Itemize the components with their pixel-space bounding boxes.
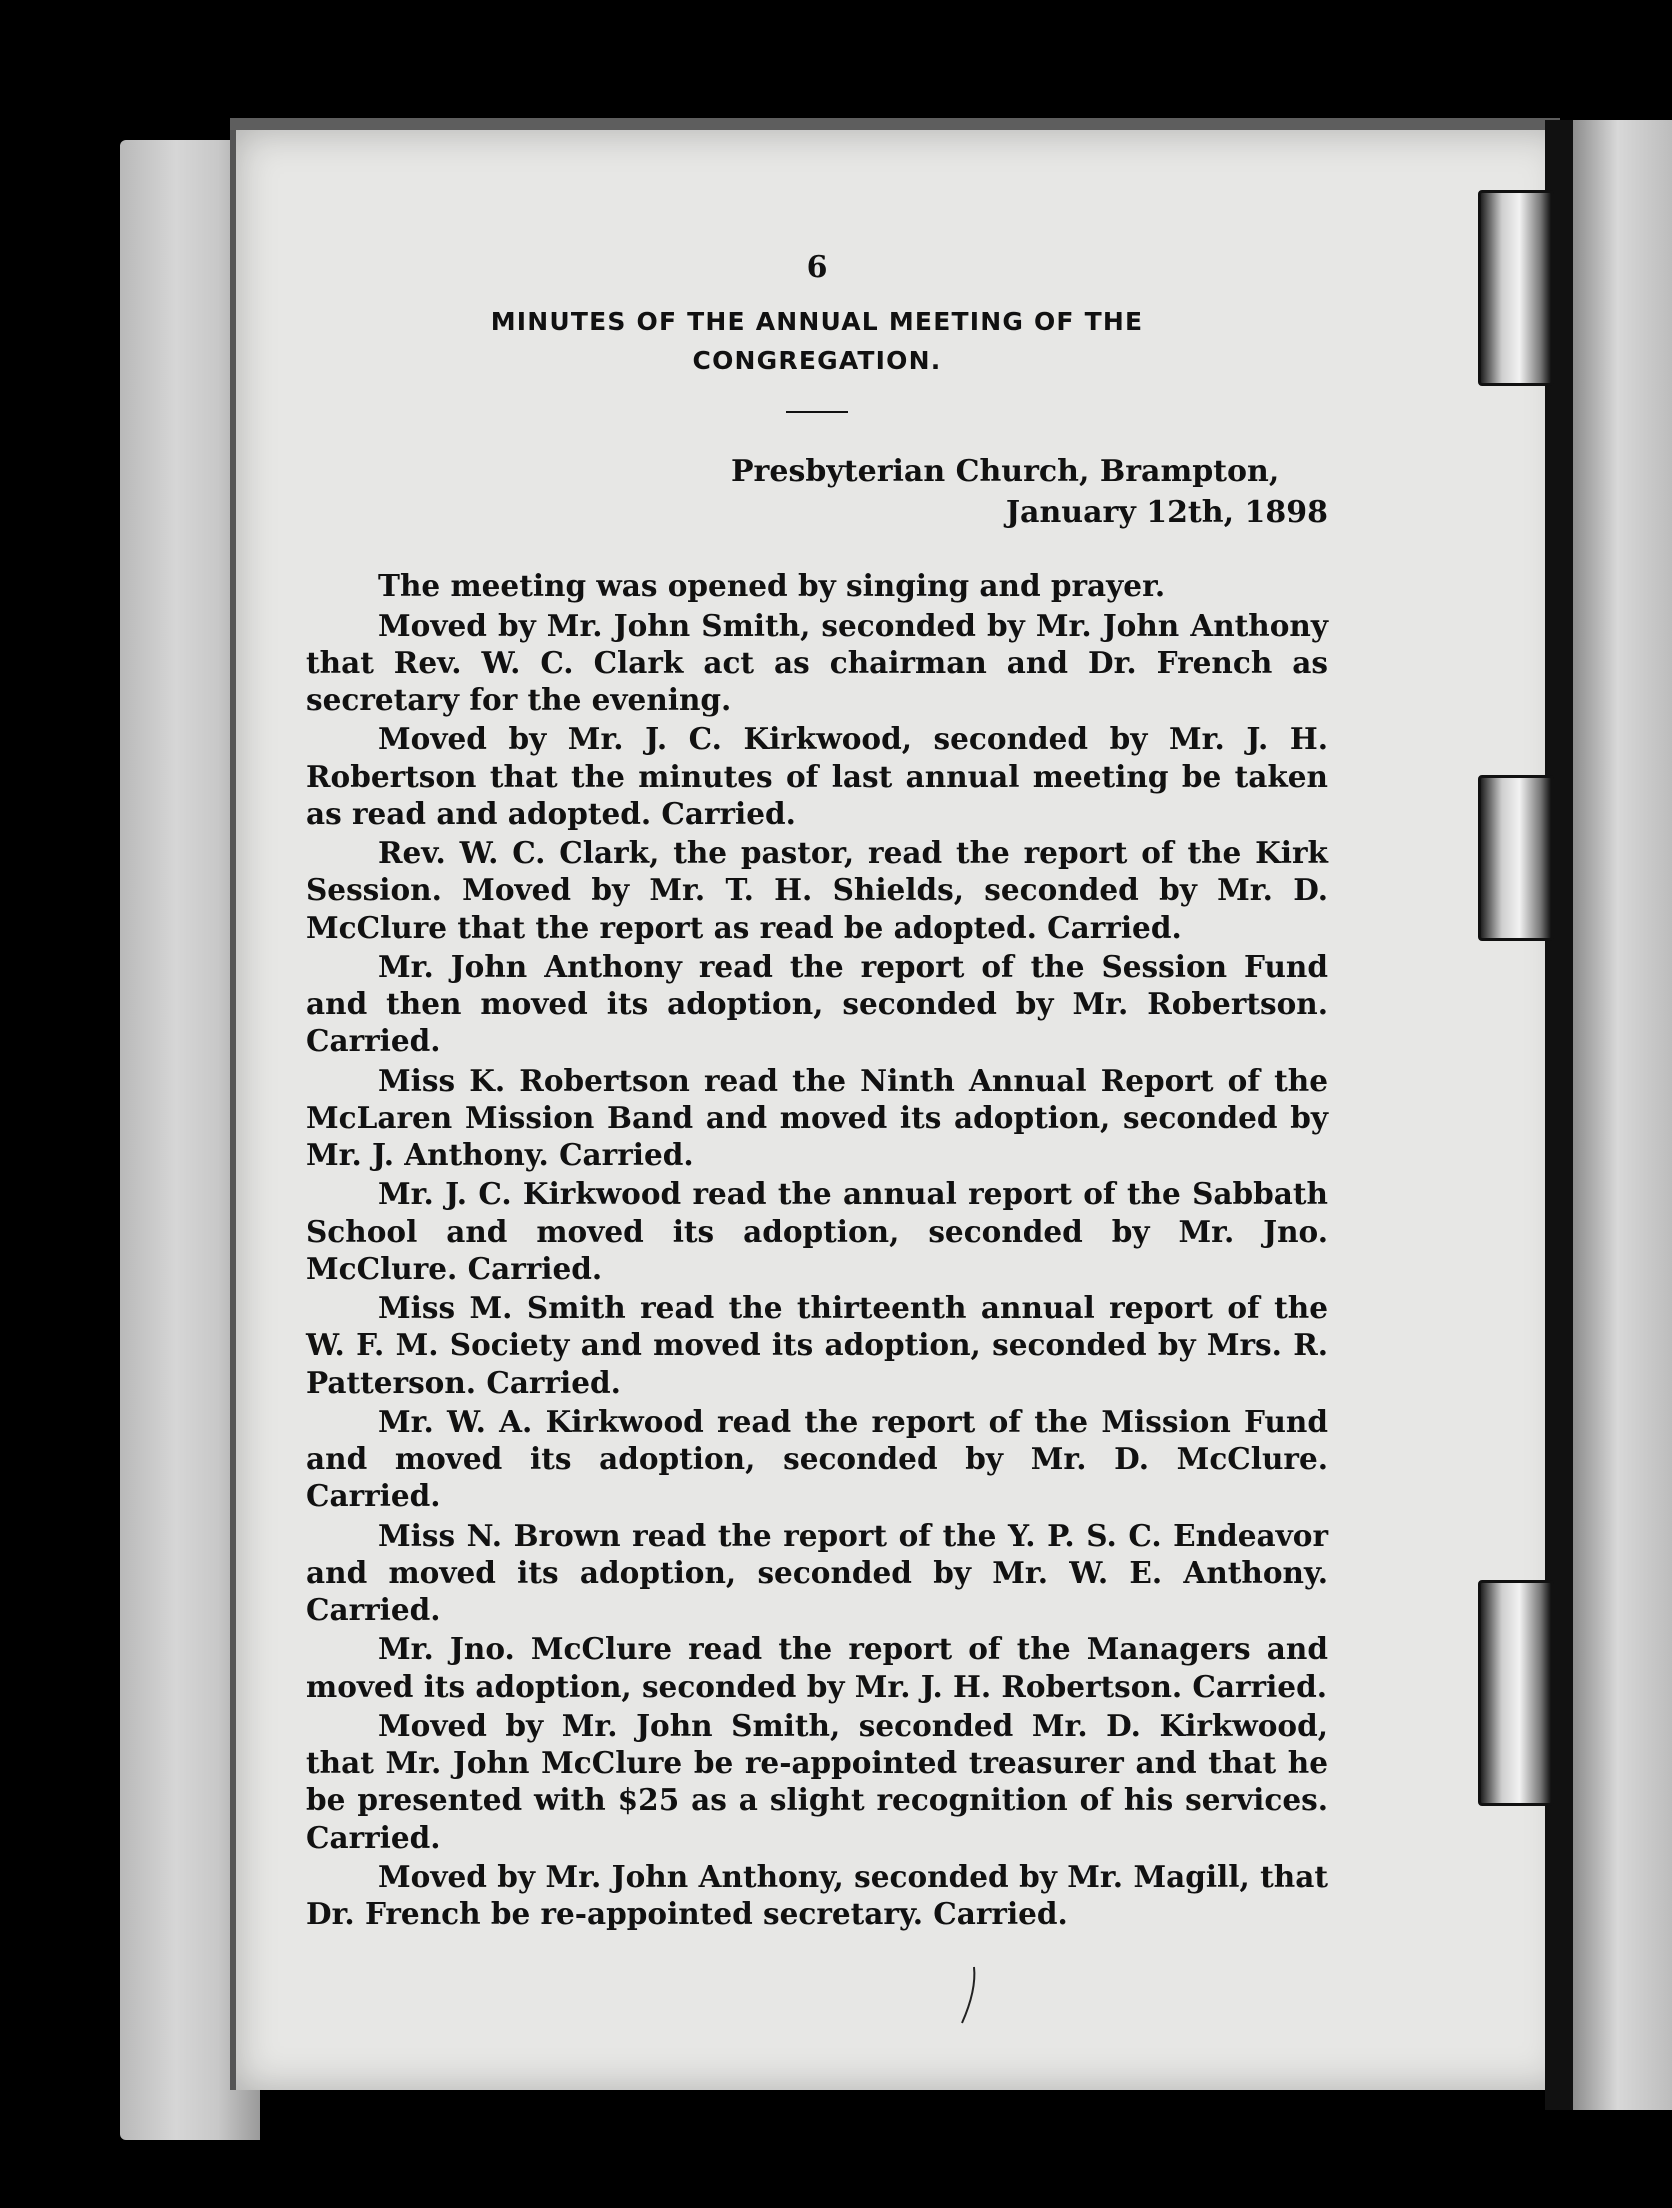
page-heading bbox=[306, 303, 1328, 381]
dateline bbox=[306, 451, 1328, 534]
binding-staple-middle bbox=[1478, 775, 1554, 941]
pencil-mark-icon bbox=[960, 1965, 980, 2025]
page-content bbox=[306, 250, 1328, 1934]
paragraph: Miss N. Brown read the report of the Y. P. S. C. Endeavor and moved its adoption, seconded by Mr. W. E. Anthony. Carried. bbox=[306, 1517, 1328, 1628]
paragraph: Moved by Mr. John Anthony, seconded by Mr. Magill, that Dr. French be re-appointed secretary. Carried. bbox=[306, 1858, 1328, 1932]
binding-staple-top bbox=[1478, 190, 1554, 386]
paragraph: Moved by Mr. John Smith, seconded by Mr. John Anthony that Rev. W. C. Clark act as chairman and Dr. French as secretary for the evening. bbox=[306, 607, 1328, 718]
heading-line-2: CONGREGATION. bbox=[692, 345, 942, 375]
heading-line-1: MINUTES OF THE ANNUAL MEETING OF THE bbox=[490, 307, 1144, 336]
heading-divider bbox=[786, 411, 848, 413]
page-number: 6 bbox=[806, 250, 828, 285]
facing-page-edge bbox=[1573, 120, 1672, 2110]
paragraph: Miss K. Robertson read the Ninth Annual Report of the McLaren Mission Band and moved its adoption, seconded by Mr. J. Anthony. Carried. bbox=[306, 1062, 1328, 1173]
paragraph: Moved by Mr. J. C. Kirkwood, seconded by Mr. J. H. Robertson that the minutes of last annual meeting be taken as read and adopted. Carried. bbox=[306, 721, 1328, 831]
paragraph: Rev. W. C. Clark, the pastor, read the report of the Kirk Session. Moved by Mr. T. H. Shields, seconded by Mr. D. McClure that the report as read be adopted. Carried. bbox=[306, 835, 1328, 945]
paragraph: The meeting was opened by singing and prayer. bbox=[378, 568, 1166, 604]
meeting-place: Presbyterian Church, Brampton, bbox=[731, 453, 1280, 489]
minutes-body bbox=[306, 567, 1328, 1932]
meeting-date: January 12th, 1898 bbox=[1005, 494, 1328, 530]
book-spine bbox=[1545, 120, 1573, 2110]
paragraph: Mr. W. A. Kirkwood read the report of the Mission Fund and moved its adoption, seconded by Mr. D. McClure. Carried. bbox=[306, 1403, 1328, 1514]
paragraph: Mr. John Anthony read the report of the Session Fund and then moved its adoption, seconded by Mr. Robertson. Carried. bbox=[306, 948, 1328, 1059]
binding-staple-bottom bbox=[1478, 1580, 1554, 1806]
paragraph: Mr. J. C. Kirkwood read the annual report of the Sabbath School and moved its adoption, seconded by Mr. Jno. McClure. Carried. bbox=[306, 1176, 1328, 1286]
paragraph: Miss M. Smith read the thirteenth annual report of the W. F. M. Society and moved its adoption, seconded by Mrs. R. Patterson. Carried. bbox=[306, 1290, 1328, 1400]
paragraph: Moved by Mr. John Smith, seconded Mr. D. Kirkwood, that Mr. John McClure be re-appointed treasurer and that he be presented with $25 as a slight recognition of his services. Carried. bbox=[306, 1707, 1328, 1855]
paragraph: Mr. Jno. McClure read the report of the Managers and moved its adoption, seconded by Mr. J. H. Robertson. Carried. bbox=[306, 1631, 1328, 1704]
